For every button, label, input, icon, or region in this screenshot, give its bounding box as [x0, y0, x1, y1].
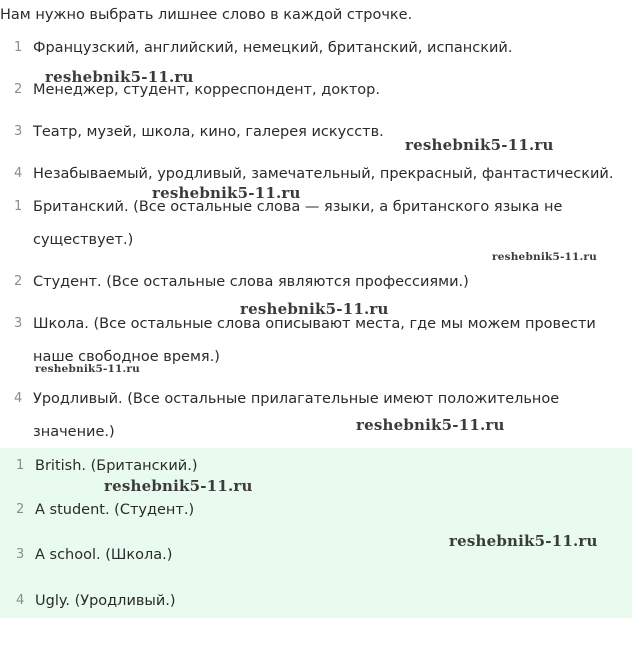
item-text: Незабываемый, уродливый, замечательный, прекрасный, фантастический. — [33, 166, 614, 182]
item-number: 3 — [16, 547, 25, 562]
item-number: 2 — [14, 82, 23, 97]
watermark: reshebnik5-11.ru — [356, 416, 505, 434]
item-number: 4 — [14, 166, 23, 181]
answer-text: A student. (Студент.) — [35, 502, 195, 518]
explanation-line: Британский. (Все остальные слова — языки, а британского языка не — [33, 199, 563, 215]
explanation-line: значение.) — [33, 424, 115, 440]
explanation-line: Школа. (Все остальные слова описывают места, где мы можем провести — [33, 316, 596, 332]
explanation-line: Студент. (Все остальные слова являются профессиями.) — [33, 274, 469, 290]
explanation-line: существует.) — [33, 232, 134, 248]
item-number: 3 — [14, 124, 23, 139]
explanation-line: Уродливый. (Все остальные прилагательные имеют положительное — [33, 391, 560, 407]
item-number: 1 — [14, 40, 23, 55]
item-number: 1 — [16, 458, 25, 473]
watermark: reshebnik5-11.ru — [104, 477, 253, 495]
intro-text: Нам нужно выбрать лишнее слово в каждой строчке. — [0, 7, 413, 23]
item-number: 4 — [16, 593, 25, 608]
watermark: reshebnik5-11.ru — [405, 136, 554, 154]
item-text: Менеджер, студент, корреспондент, доктор. — [33, 82, 380, 98]
item-number: 4 — [14, 391, 23, 406]
watermark: reshebnik5-11.ru — [35, 363, 140, 375]
item-number: 2 — [14, 274, 23, 289]
watermark: reshebnik5-11.ru — [45, 68, 194, 86]
answer-text: A school. (Школа.) — [35, 547, 173, 563]
item-number: 1 — [14, 199, 23, 214]
watermark: reshebnik5-11.ru — [449, 532, 598, 550]
answer-text: Ugly. (Уродливый.) — [35, 593, 176, 609]
watermark: reshebnik5-11.ru — [152, 184, 301, 202]
item-number: 3 — [14, 316, 23, 331]
answer-text: British. (Британский.) — [35, 458, 198, 474]
explanation-line: наше свободное время.) — [33, 349, 220, 365]
watermark: reshebnik5-11.ru — [240, 300, 389, 318]
item-text: Французский, английский, немецкий, британский, испанский. — [33, 40, 513, 56]
item-text: Театр, музей, школа, кино, галерея искусств. — [33, 124, 384, 140]
item-number: 2 — [16, 502, 25, 517]
watermark: reshebnik5-11.ru — [492, 251, 597, 263]
